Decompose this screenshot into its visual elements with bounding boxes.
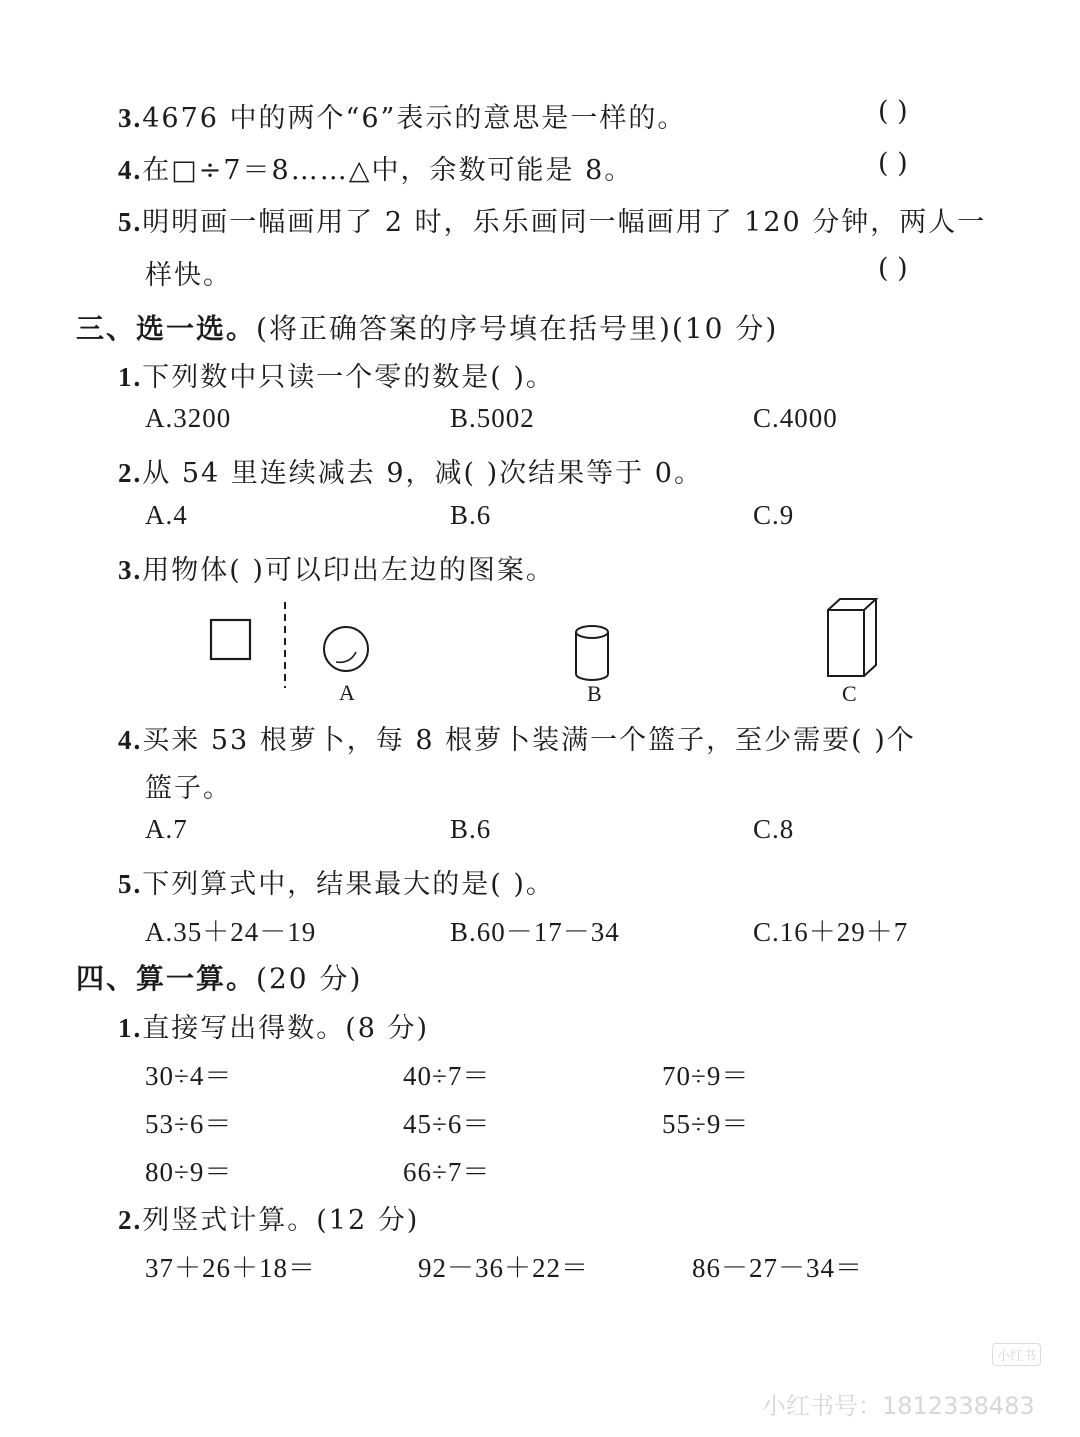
option-b[interactable]: B.60－17－34 xyxy=(450,917,620,947)
judge-q5 xyxy=(118,200,986,239)
question-number: 4. xyxy=(118,725,143,755)
question-text: 用物体( )可以印出左边的图案。 xyxy=(142,555,555,586)
question-text: 下列算式中，结果最大的是( )。 xyxy=(142,869,555,900)
option-a[interactable]: A.4 xyxy=(145,500,188,530)
calc-item[interactable]: 55÷9＝ xyxy=(662,1109,750,1139)
judge-q3 xyxy=(118,96,686,135)
vertical-calc-item[interactable]: 37＋26＋18＝ xyxy=(145,1253,316,1283)
calc-q1 xyxy=(118,1006,429,1045)
square-pattern xyxy=(211,620,250,659)
question-number: 2. xyxy=(118,1205,143,1235)
question-text: 买来 53 根萝卜，每 8 根萝卜装满一个篮子，至少需要( )个 xyxy=(142,725,916,756)
section-4-heading xyxy=(76,957,362,997)
choice-q1 xyxy=(118,355,555,394)
choice-q4 xyxy=(118,718,916,757)
figure-label-b: B xyxy=(587,681,602,706)
option-a[interactable]: A.7 xyxy=(145,814,188,844)
vertical-calc-item[interactable]: 92－36＋22＝ xyxy=(418,1253,589,1283)
figure-label-c: C xyxy=(842,681,857,706)
calc-q2 xyxy=(118,1198,419,1237)
shapes-figure xyxy=(0,590,1080,710)
calc-item[interactable]: 40÷7＝ xyxy=(403,1061,491,1091)
option-c[interactable]: C.8 xyxy=(753,814,795,844)
section-note: (将正确答案的序号填在括号里)(10 分) xyxy=(256,312,779,345)
figure-label-a: A xyxy=(339,680,355,705)
sphere-option-a xyxy=(324,627,368,671)
section-3-heading xyxy=(76,307,778,347)
question-number: 1. xyxy=(118,362,143,392)
question-number: 3. xyxy=(118,555,143,585)
question-number: 5. xyxy=(118,869,143,899)
calc-item[interactable]: 80÷9＝ xyxy=(145,1157,233,1187)
question-number: 3. xyxy=(118,103,143,133)
question-text: 4676 中的两个“6”表示的意思是一样的。 xyxy=(142,103,687,134)
calc-item[interactable]: 66÷7＝ xyxy=(403,1157,491,1187)
question-text: 在□÷7＝8……△中，余数可能是 8。 xyxy=(142,155,634,186)
cuboid-option-c xyxy=(828,599,876,676)
question-number: 1. xyxy=(118,1013,143,1043)
question-number: 5. xyxy=(118,207,143,237)
choice-q5 xyxy=(118,862,555,901)
watermark-logo: 小红书 xyxy=(992,1343,1041,1366)
option-b[interactable]: B.6 xyxy=(450,500,492,530)
option-c[interactable]: C.9 xyxy=(753,500,795,530)
judge-q4 xyxy=(118,148,633,187)
judge-q5-cont: 样快。 xyxy=(145,260,232,291)
choice-q3 xyxy=(118,548,555,587)
option-c[interactable]: C.4000 xyxy=(753,403,838,433)
option-a[interactable]: A.3200 xyxy=(145,403,232,433)
vertical-calc-item[interactable]: 86－27－34＝ xyxy=(692,1253,863,1283)
answer-paren[interactable]: ( ) xyxy=(878,96,908,127)
option-b[interactable]: B.5002 xyxy=(450,403,535,433)
option-a[interactable]: A.35＋24－19 xyxy=(145,917,317,947)
question-text: 从 54 里连续减去 9，减( )次结果等于 0。 xyxy=(142,458,703,489)
section-title: 四、算一算。 xyxy=(76,962,257,995)
watermark-id: 小红书号：1812338483 xyxy=(762,1392,1035,1420)
answer-paren[interactable]: ( ) xyxy=(878,253,908,284)
calc-item[interactable]: 53÷6＝ xyxy=(145,1109,233,1139)
option-b[interactable]: B.6 xyxy=(450,814,492,844)
calc-item[interactable]: 30÷4＝ xyxy=(145,1061,233,1091)
question-text: 下列数中只读一个零的数是( )。 xyxy=(142,362,555,393)
question-text: 明明画一幅画用了 2 时，乐乐画同一幅画用了 120 分钟，两人一 xyxy=(142,207,987,238)
question-number: 2. xyxy=(118,458,143,488)
section-title: 三、选一选。 xyxy=(76,312,257,345)
choice-q4-cont: 篮子。 xyxy=(145,773,232,804)
question-text: 列竖式计算。(12 分) xyxy=(142,1205,420,1236)
calc-item[interactable]: 45÷6＝ xyxy=(403,1109,491,1139)
answer-paren[interactable]: ( ) xyxy=(878,148,908,179)
question-text: 直接写出得数。(8 分) xyxy=(142,1013,430,1044)
option-c[interactable]: C.16＋29＋7 xyxy=(753,917,909,947)
cylinder-option-b xyxy=(576,626,608,680)
question-number: 4. xyxy=(118,155,143,185)
section-note: (20 分) xyxy=(256,962,363,995)
choice-q2 xyxy=(118,451,703,490)
calc-item[interactable]: 70÷9＝ xyxy=(662,1061,750,1091)
